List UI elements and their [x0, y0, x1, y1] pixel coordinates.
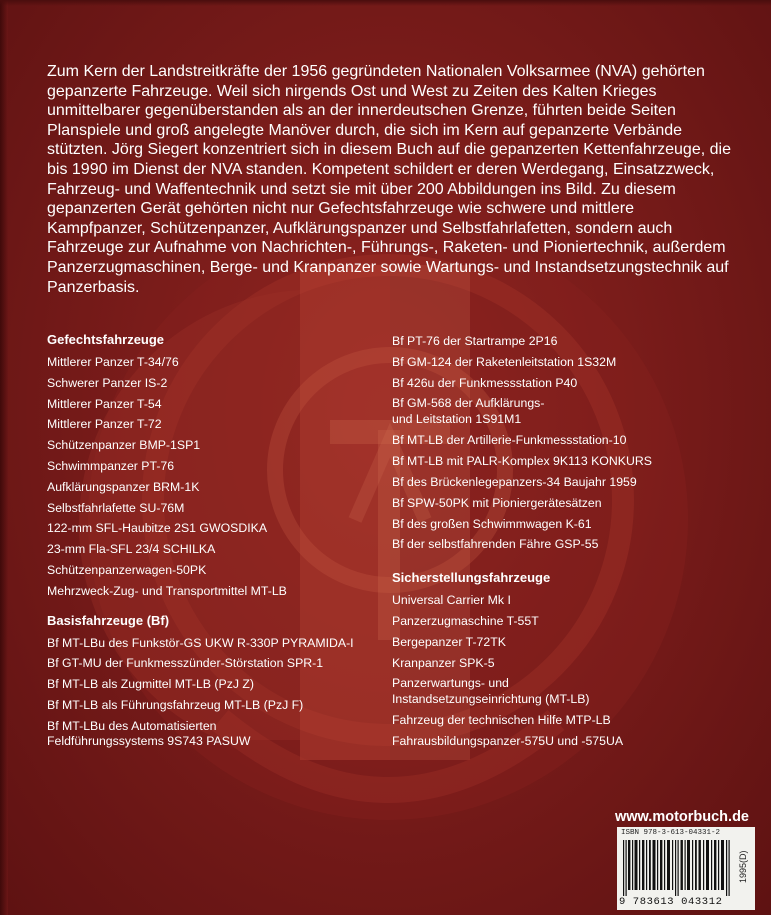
list-item: Bf SPW-50PK mit Pioniergerätesätzen: [392, 495, 602, 510]
list-item: Schwimmpanzer PT-76: [47, 458, 175, 473]
publisher-url: www.motorbuch.de: [615, 809, 749, 825]
list-item: Bf MT-LB mit PALR-Komplex 9K113 KONKURS: [392, 454, 652, 469]
list-item: Aufklärungspanzer BRM-1K: [47, 479, 200, 494]
barcode-digits: 9 783613 043312: [619, 896, 723, 908]
list-item: Bf GM-124 der Raketenleitstation 1S32M: [392, 354, 617, 369]
list-item: 122-mm SFL-Haubitze 2S1 GWOSDIKA: [47, 521, 268, 536]
list-item: Schützenpanzerwagen-50PK: [47, 562, 207, 577]
list-item: Bf GM-568 der Aufklärungs- und Leitstation 1S91M1: [392, 396, 545, 426]
list-item: Panzerwartungs- und Instandsetzungseinrichtung (MT-LB): [392, 676, 590, 706]
list-item: Schützenpanzer BMP-1SP1: [47, 438, 201, 453]
section-heading: Basisfahrzeuge (Bf): [47, 612, 170, 628]
barcode-icon: [621, 840, 735, 896]
list-item: Panzerzugmaschine T-55T: [392, 613, 539, 628]
vehicle-list-left: [47, 331, 377, 753]
list-item: 23-mm Fla-SFL 23/4 SCHILKA: [47, 542, 216, 557]
list-item: Bf MT-LB der Artillerie-Funkmessstation-10: [392, 433, 627, 448]
list-item: Bf MT-LB als Zugmittel MT-LB (PzJ Z): [47, 677, 255, 692]
list-item: Mehrzweck-Zug- und Transportmittel MT-LB: [47, 583, 287, 598]
list-item: Bf GT-MU der Funkmesszünder-Störstation SPR-1: [47, 656, 324, 671]
list-item: Mittlerer Panzer T-72: [47, 417, 162, 432]
list-item: Bf PT-76 der Startrampe 2P16: [392, 334, 558, 348]
barcode-label: [617, 827, 755, 910]
list-item: Kranpanzer SPK-5: [392, 655, 495, 670]
section-heading: Sicherstellungsfahrzeuge: [392, 570, 551, 586]
list-item: Bf der selbstfahrenden Fähre GSP-55: [392, 537, 599, 552]
list-item: Universal Carrier Mk I: [392, 593, 511, 608]
section-heading: Gefechtsfahrzeuge: [47, 332, 165, 347]
list-item: Bf 426u der Funkmessstation P40: [392, 375, 578, 390]
isbn-text: ISBN 978-3-613-04331-2: [621, 829, 721, 837]
price-code: 1995(D): [738, 850, 748, 883]
list-item: Mittlerer Panzer T-34/76: [47, 355, 179, 369]
list-item: Bf MT-LB als Führungsfahrzeug MT-LB (PzJ F): [47, 697, 304, 712]
blurb-text: Zum Kern der Landstreitkräfte der 1956 gegründeten Nationalen Volksarmee (NVA) gehörten gepanzerte Fahrzeuge. Weil sich nirgends Ost und West zu Zeiten des Kalten Krieges unmittelbarer gegenüberstanden als an der innerdeutschen Grenze, führten beide Seiten Planspiele und groß angelegte Manöver durch, die sich im Kern auf gepanzerte Verbände stützten. Jörg Siegert konzentriert sich in diesem Buch auf die gepanzerten Kettenfahrzeuge, die bis 1990 im Dienst der NVA standen. Kompetent schildert er deren Werdegang, Einsatzzweck, Fahrzeug- und Waffentechnik und setzt sie mit über 200 Abbildungen ins Bild. Zu diesem gepanzerten Gerät gehörten nicht nur Gefechtsfahrzeuge wie schwere und mittlere Kampfpanzer, Schützenpanzer, Aufklärungspanzer und Selbstfahrlafetten, sondern auch Fahrzeuge zur Aufnahme von Nachrichten-, Führungs-, Raketen- und Pioniertechnik, außerdem Panzerzugmaschinen, Berge- und Kranpanzer sowie Wartungs- und Instandsetzungstechnik auf Panzerbasis.: [47, 63, 731, 296]
list-item: Selbstfahrlafette SU-76M: [47, 500, 185, 515]
list-item: Bf MT-LBu des Funkstör-GS UKW R-330P PYRAMIDA-I: [47, 635, 354, 650]
list-item: Bf des großen Schwimmwagen K-61: [392, 516, 592, 531]
list-item: Bergepanzer T-72TK: [392, 634, 506, 649]
list-item: Fahrzeug der technischen Hilfe MTP-LB: [392, 713, 611, 728]
vehicle-list-right: [392, 331, 722, 752]
list-item: Bf MT-LBu des Automatisierten Feldführungssystems 9S743 PASUW: [47, 718, 251, 749]
list-item: Mittlerer Panzer T-54: [47, 396, 162, 411]
list-item: Bf des Brückenlegepanzers-34 Baujahr 1959: [392, 474, 637, 489]
list-item: Schwerer Panzer IS-2: [47, 375, 168, 390]
list-item: Fahrausbildungspanzer-575U und -575UA: [392, 734, 624, 749]
